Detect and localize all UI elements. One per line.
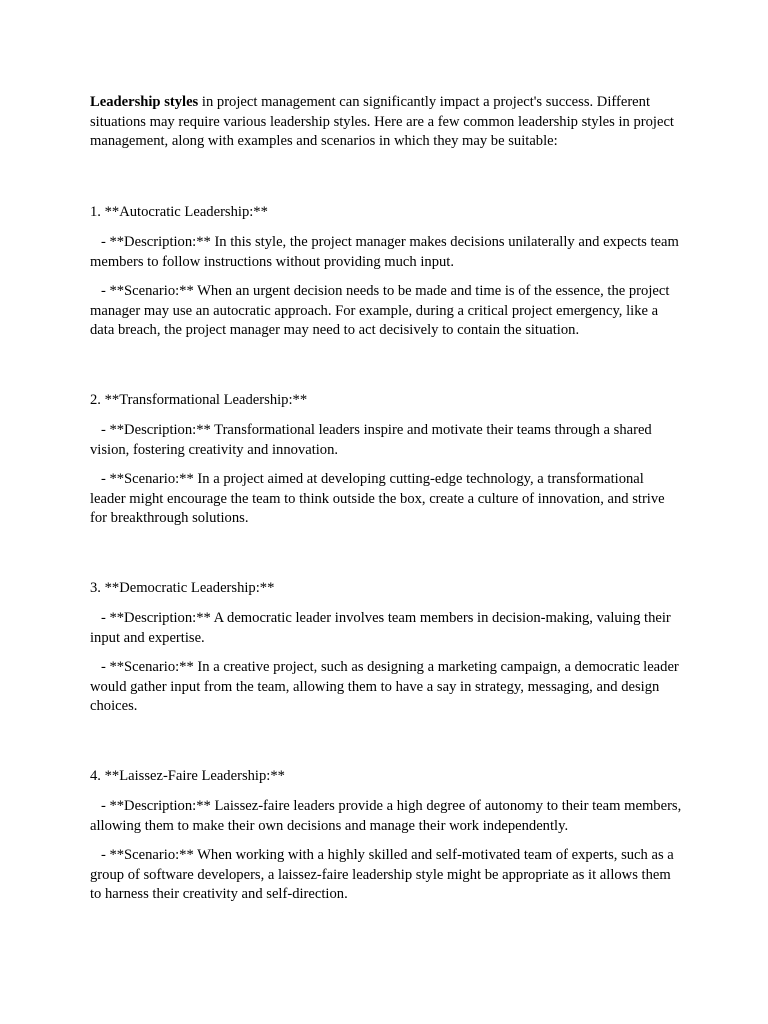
section-heading: 2. **Transformational Leadership:** [90,391,308,408]
description-text: - **Description:** Transformational leaders inspire and motivate their teams through a shared vision, fostering creativity and innovation. [90,422,652,458]
description-text: - **Description:** Laissez-faire leaders provide a high degree of autonomy to their team members, allowing them to make their own decisions and manage their work independently. [90,798,682,834]
section-autocratic [90,203,682,341]
section-transformational [90,391,682,529]
scenario-text: - **Scenario:** When an urgent decision needs to be made and time is of the essence, the project manager may use an autocratic approach. For example, during a critical project emergency, like a data breach, the project manager may need to act decisively to contain the situation. [90,283,670,338]
scenario-text: - **Scenario:** In a project aimed at developing cutting-edge technology, a transformational leader might encourage the team to think outside the box, create a culture of innovation, and strive for breakthrough solutions. [90,471,665,526]
description-paragraph [90,609,682,648]
intro-paragraph [90,93,682,152]
intro-bold-term: Leadership styles [90,94,199,110]
description-text: - **Description:** A democratic leader involves team members in decision-making, valuing their input and expertise. [90,610,671,646]
section-laissez-faire [90,767,682,905]
scenario-paragraph [90,470,682,529]
document-page [90,93,682,905]
section-heading: 4. **Laissez-Faire Leadership:** [90,767,285,784]
section-heading: 3. **Democratic Leadership:** [90,579,275,596]
intro-text: in project management can significantly impact a project's success. Different situations may require various leadership styles. Here are a few common leadership styles in project management, along with examples and scenarios in which they may be suitable: [90,94,674,149]
description-paragraph [90,797,682,836]
scenario-text: - **Scenario:** When working with a highly skilled and self-motivated team of experts, such as a group of software developers, a laissez-faire leadership style might be appropriate as it allows them to harness their creativity and self-direction. [90,847,674,902]
description-paragraph [90,421,682,460]
description-paragraph [90,233,682,272]
scenario-text: - **Scenario:** In a creative project, such as designing a marketing campaign, a democratic leader would gather input from the team, allowing them to have a say in strategy, messaging, and design choices. [90,659,679,714]
description-text: - **Description:** In this style, the project manager makes decisions unilaterally and expects team members to follow instructions without providing much input. [90,234,679,270]
section-democratic [90,579,682,717]
scenario-paragraph [90,846,682,905]
section-heading: 1. **Autocratic Leadership:** [90,203,268,220]
scenario-paragraph [90,282,682,341]
scenario-paragraph [90,658,682,717]
